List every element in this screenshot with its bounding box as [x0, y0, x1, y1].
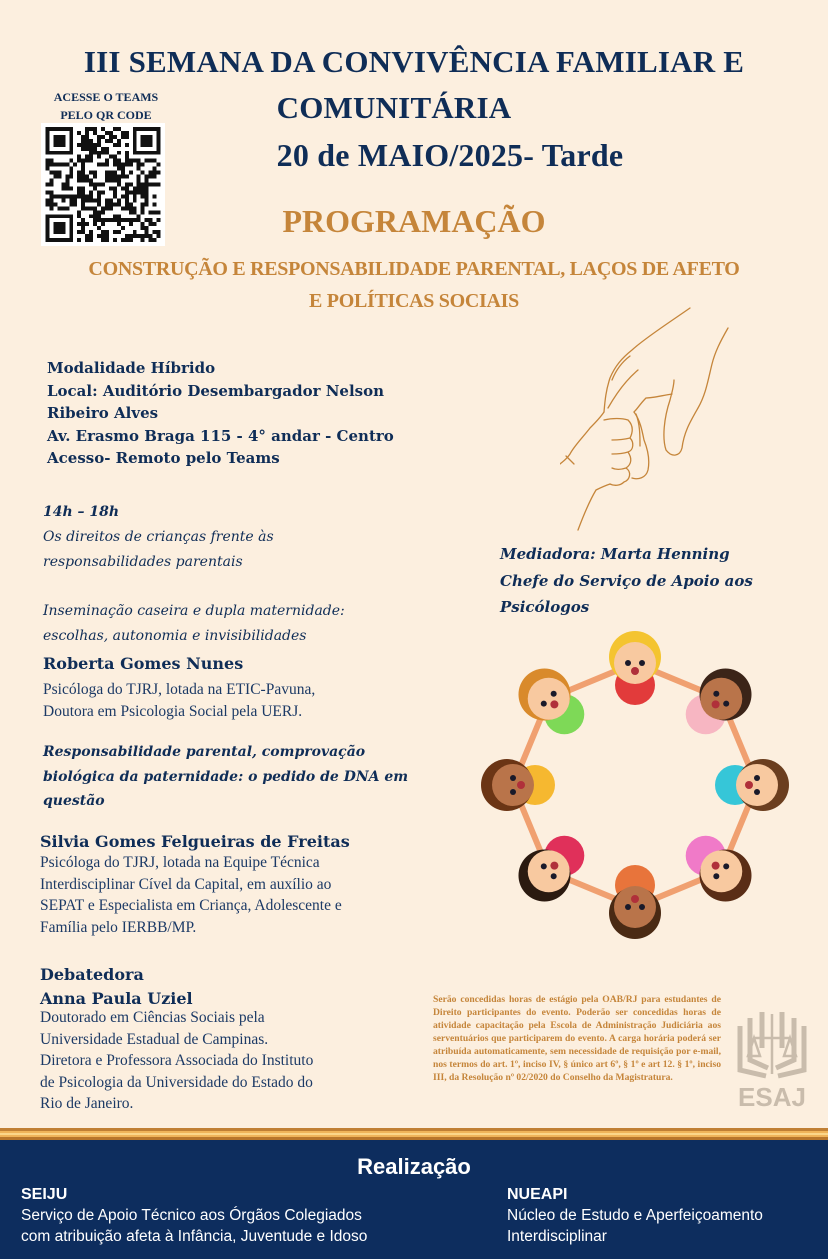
event-address: Av. Erasmo Braga 115 - 4° andar - Centro: [47, 426, 394, 445]
org-nueapi-acronym: NUEAPI: [507, 1186, 568, 1203]
program-subtitle-line1: CONSTRUÇÃO E RESPONSABILIDADE PARENTAL, LAÇOS DE AFETO: [88, 258, 740, 280]
footer-heading: Realização: [357, 1154, 471, 1179]
talk-2-bio-line3: SEPAT e Especialista em Criança, Adolescente e: [40, 897, 342, 914]
talk-1-topic: [43, 599, 345, 648]
talk-2-bio-line1: Psicóloga do TJRJ, lotada na Equipe Técnica: [40, 854, 320, 871]
talk-1-bio: [43, 679, 315, 722]
esaj-logo: [732, 1008, 812, 1113]
divider-stripes: [0, 1128, 828, 1140]
event-info: [47, 357, 394, 470]
org-nueapi-line2: Interdisciplinar: [507, 1228, 607, 1245]
event-title-line1: III SEMANA DA CONVIVÊNCIA FAMILIAR E: [83, 44, 745, 79]
mediator-role: Chefe do Serviço de Apoio aos: [500, 571, 753, 590]
talk-2-topic: [43, 740, 408, 814]
child-figure: [609, 865, 661, 939]
org-nueapi-line1: Núcleo de Estudo e Aperfeiçoamento: [507, 1207, 763, 1224]
child-figure: [686, 836, 752, 902]
talk-1-topic-line1: Inseminação caseira e dupla maternidade:: [43, 603, 345, 619]
schedule-time: 14h – 18h: [43, 504, 120, 520]
event-modality: Modalidade Híbrido: [47, 359, 216, 377]
talk-2-topic-line3: questão: [43, 793, 105, 809]
child-figure: [609, 631, 661, 705]
talk-2-bio-line4: Família pelo IERBB/MP.: [40, 918, 197, 936]
talk-2-topic-line2: biológica da paternidade: o pedido de DNA em: [43, 768, 409, 785]
child-figure: [518, 836, 584, 902]
certification-note: Serão concedidas horas de estágio pela OAB/RJ para estudantes de Direito participantes do evento. Poderão ser concedidas horas de atividade capacitação pela Escola de Administração Judiciária aos serventuários que participarem do evento. A carga horária poderá ser atribuída automaticamente, sem necessidade de requisição por e-mail, nos termos do art. 1º, inciso IV, § único art 6º, § 1º e art 12. § 1º, inciso III, da Resolução nº 02/2020 do Conselho da Magistratura.: [433, 994, 721, 1083]
child-figure: [686, 668, 752, 734]
main-topic-line1: Os direitos de crianças frente às: [43, 529, 274, 545]
mediator: [500, 541, 753, 621]
mediator-role-cont: Psicólogos: [500, 598, 590, 616]
debater-bio-line3: Diretora e Professora Associada do Instituto: [40, 1052, 314, 1069]
org-seiju-line2: com atribuição afeta à Infância, Juventude e Idoso: [21, 1228, 368, 1245]
debater-bio-line5: Rio de Janeiro.: [40, 1095, 134, 1112]
debater-bio-line4: de Psicologia da Universidade do Estado do: [40, 1073, 313, 1091]
debater-name: Anna Paula Uziel: [40, 989, 193, 1008]
event-location: Local: Auditório Desembargador Nelson: [47, 381, 385, 400]
talk-2-topic-line1: Responsabilidade parental, comprovação: [43, 744, 366, 760]
qr-label-line2: PELO QR CODE: [60, 108, 152, 122]
debater-bio-line2: Universidade Estadual de Campinas.: [40, 1030, 269, 1048]
org-seiju: [21, 1184, 367, 1247]
main-topic: [43, 525, 274, 574]
main-topic-line2: responsabilidades parentais: [43, 553, 243, 570]
child-figure: [715, 759, 789, 811]
qr-label-line1: ACESSE O TEAMS: [53, 90, 159, 104]
debater-bio: [40, 1007, 313, 1115]
talk-1-bio-line1: Psicóloga do TJRJ, lotada na ETIC-Pavuna,: [43, 681, 316, 698]
talk-2-bio: [40, 852, 342, 938]
org-seiju-line1: Serviço de Apoio Técnico aos Órgãos Colegiados: [21, 1207, 362, 1224]
event-title-line2: COMUNITÁRIA: [276, 90, 512, 125]
esaj-logo-text: ESAJ: [738, 1082, 806, 1112]
debater-bio-line1: Doutorado em Ciências Sociais pela: [40, 1009, 265, 1026]
esaj-book-scale-icon: [732, 1008, 812, 1080]
mediator-name: Mediadora: Marta Henning: [500, 545, 730, 563]
child-figure: [518, 668, 584, 734]
talk-1-speaker: Roberta Gomes Nunes: [43, 654, 244, 673]
org-seiju-acronym: SEIJU: [21, 1186, 68, 1203]
event-location-cont: Ribeiro Alves: [47, 404, 159, 422]
talk-2-speaker: Silvia Gomes Felgueiras de Freitas: [40, 832, 350, 851]
talk-2-bio-line2: Interdisciplinar Cível da Capital, em auxílio ao: [40, 875, 332, 893]
children-circle-illustration: [450, 620, 820, 955]
child-figure: [481, 759, 555, 811]
footer: [0, 1140, 828, 1259]
program-subtitle-line2: E POLÍTICAS SOCIAIS: [309, 290, 519, 312]
debater-label: Debatedora: [40, 965, 144, 984]
program-heading: PROGRAMAÇÃO: [282, 203, 546, 239]
hands-illustration: [560, 300, 760, 540]
talk-1-bio-line2: Doutora em Psicologia Social pela UERJ.: [43, 702, 303, 720]
org-nueapi: [507, 1184, 763, 1247]
event-access: Acesso- Remoto pelo Teams: [47, 449, 280, 467]
event-date: 20 de MAIO/2025- Tarde: [276, 137, 624, 173]
talk-1-topic-line2: escolhas, autonomia e invisibilidades: [43, 627, 307, 644]
